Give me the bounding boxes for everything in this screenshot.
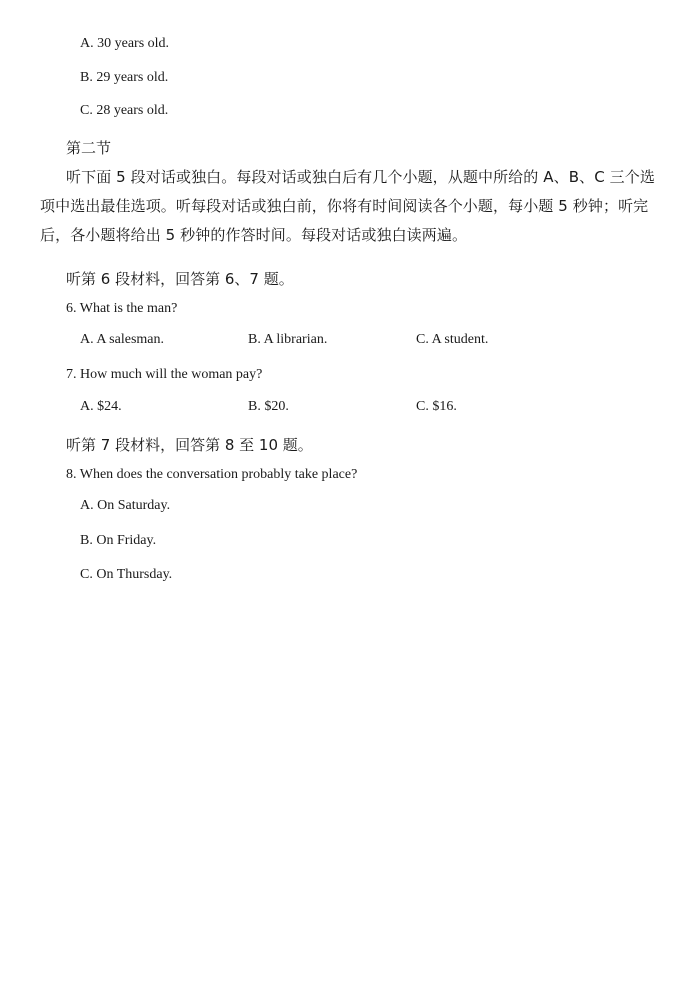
question-8: 8. When does the conversation probably take place? (66, 467, 358, 482)
question-8-option-b: B. On Friday. (80, 533, 157, 548)
section-heading: 第二节 (66, 139, 112, 157)
question-8-option-c: C. On Thursday. (80, 567, 173, 582)
question-7: 7. How much will the woman pay? (66, 367, 263, 382)
question-6-option-c: C. A student. (416, 332, 489, 347)
question-6-option-b: B. A librarian. (248, 332, 328, 347)
question-7-option-b: B. $20. (248, 399, 289, 414)
option-c-age: C. 28 years old. (80, 103, 169, 118)
question-6-option-a: A. A salesman. (80, 332, 164, 347)
question-7-option-c: C. $16. (416, 399, 457, 414)
material-6-intro: 听第 6 段材料，回答第 6、7 题。 (66, 270, 294, 288)
question-7-option-a: A. $24. (80, 399, 122, 414)
option-b-age: B. 29 years old. (80, 70, 169, 85)
question-8-option-a: A. On Saturday. (80, 498, 171, 513)
material-7-intro: 听第 7 段材料，回答第 8 至 10 题。 (66, 436, 313, 454)
option-a-age: A. 30 years old. (80, 36, 170, 51)
question-6: 6. What is the man? (66, 301, 178, 316)
instructions-paragraph: 听下面 5 段对话或独白。每段对话或独白后有几个小题，从题中所给的 A、B、C 三个选项中选出最佳选项。听每段对话或独白前，你将有时间阅读各个小题，每小题 5 秒钟；听完后，各小题将给出 5 秒钟的作答时间。每段对话或独白读两遍。 (40, 168, 655, 244)
